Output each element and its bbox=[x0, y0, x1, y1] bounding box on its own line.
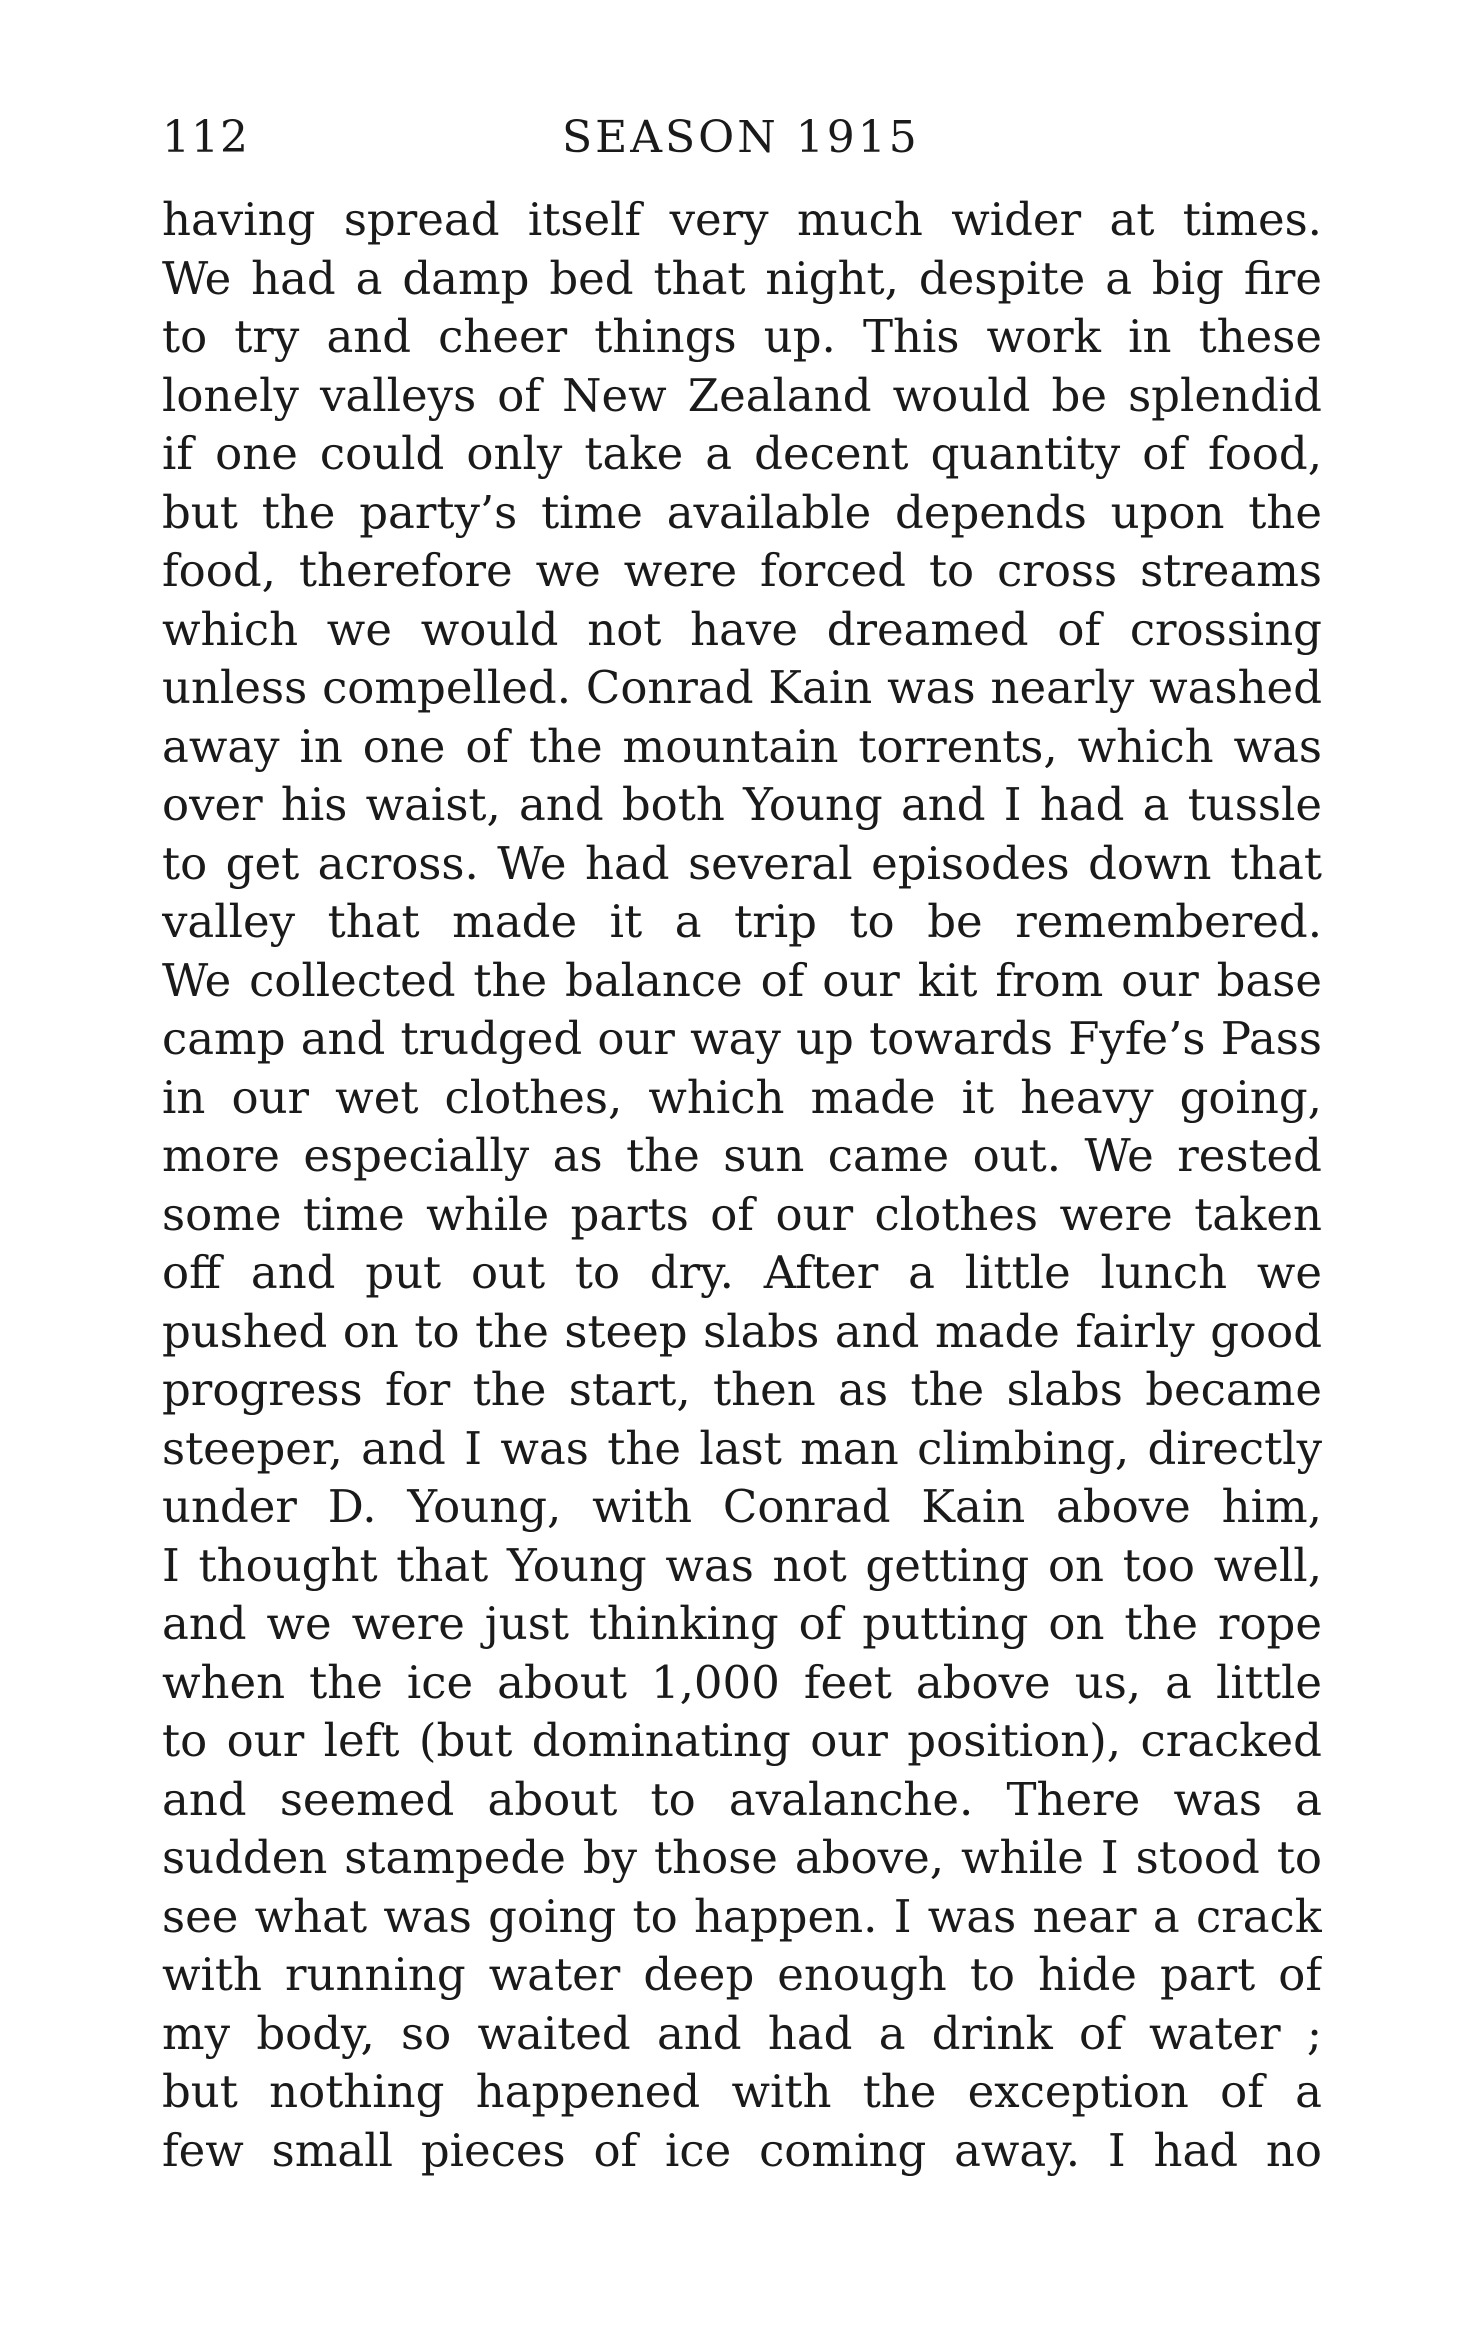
text-line: see what was going to happen. I was near a crack bbox=[162, 1889, 1322, 1943]
running-head bbox=[162, 108, 1322, 168]
text-line: and seemed about to avalanche. There was a bbox=[162, 1772, 1322, 1826]
text-line: few small pieces of ice coming away. I had no bbox=[162, 2123, 1322, 2177]
text-line: in our wet clothes, which made it heavy going, bbox=[162, 1070, 1322, 1124]
text-line: steeper, and I was the last man climbing, directly bbox=[162, 1421, 1322, 1475]
text-line: to try and cheer things up. This work in these bbox=[162, 310, 1322, 363]
text-line: my body, so waited and had a drink of water ; bbox=[162, 2006, 1322, 2060]
text-line: when the ice about 1,000 feet above us, a little bbox=[162, 1655, 1322, 1709]
text-line: under D. Young, with Conrad Kain above him, bbox=[162, 1480, 1322, 1533]
text-line: to our left (but dominating our position), cracked bbox=[162, 1714, 1322, 1767]
text-line: camp and trudged our way up towards Fyfe’s Pass bbox=[162, 1012, 1322, 1065]
text-line: having spread itself very much wider at times. bbox=[162, 193, 1322, 246]
text-line: but the party’s time available depends upon the bbox=[162, 485, 1322, 539]
text-line: unless compelled. Conrad Kain was nearly washed bbox=[162, 661, 1322, 714]
text-line: with running water deep enough to hide part of bbox=[162, 1948, 1322, 2001]
text-line: valley that made it a trip to be remembered. bbox=[162, 895, 1322, 948]
text-line: pushed on to the steep slabs and made fairly good bbox=[162, 1304, 1322, 1358]
text-line: lonely valleys of New Zealand would be splendid bbox=[162, 368, 1322, 422]
text-line: some time while parts of our clothes were taken bbox=[162, 1187, 1322, 1241]
text-line: I thought that Young was not getting on too well, bbox=[162, 1538, 1322, 1592]
text-line: and we were just thinking of putting on the rope bbox=[162, 1597, 1322, 1650]
body-text bbox=[162, 191, 1322, 2180]
text-line: over his waist, and both Young and I had a tussle bbox=[162, 778, 1322, 831]
running-title: SEASON 1915 bbox=[562, 112, 920, 163]
text-line: to get across. We had several episodes down that bbox=[162, 836, 1322, 890]
text-line: but nothing happened with the exception of a bbox=[162, 2065, 1322, 2118]
text-line: away in one of the mountain torrents, which was bbox=[162, 719, 1322, 773]
text-line: food, therefore we were forced to cross streams bbox=[162, 544, 1322, 597]
text-line: We collected the balance of our kit from our base bbox=[162, 953, 1322, 1007]
text-line: sudden stampede by those above, while I stood to bbox=[162, 1831, 1322, 1884]
text-line: progress for the start, then as the slabs became bbox=[162, 1363, 1322, 1416]
page-number: 112 bbox=[162, 112, 249, 163]
text-line: We had a damp bed that night, despite a big fire bbox=[162, 251, 1322, 305]
text-line: which we would not have dreamed of crossing bbox=[162, 602, 1322, 656]
text-line: if one could only take a decent quantity of food, bbox=[162, 427, 1322, 480]
text-line: off and put out to dry. After a little lunch we bbox=[162, 1246, 1322, 1299]
text-line: more especially as the sun came out. We rested bbox=[162, 1129, 1322, 1182]
